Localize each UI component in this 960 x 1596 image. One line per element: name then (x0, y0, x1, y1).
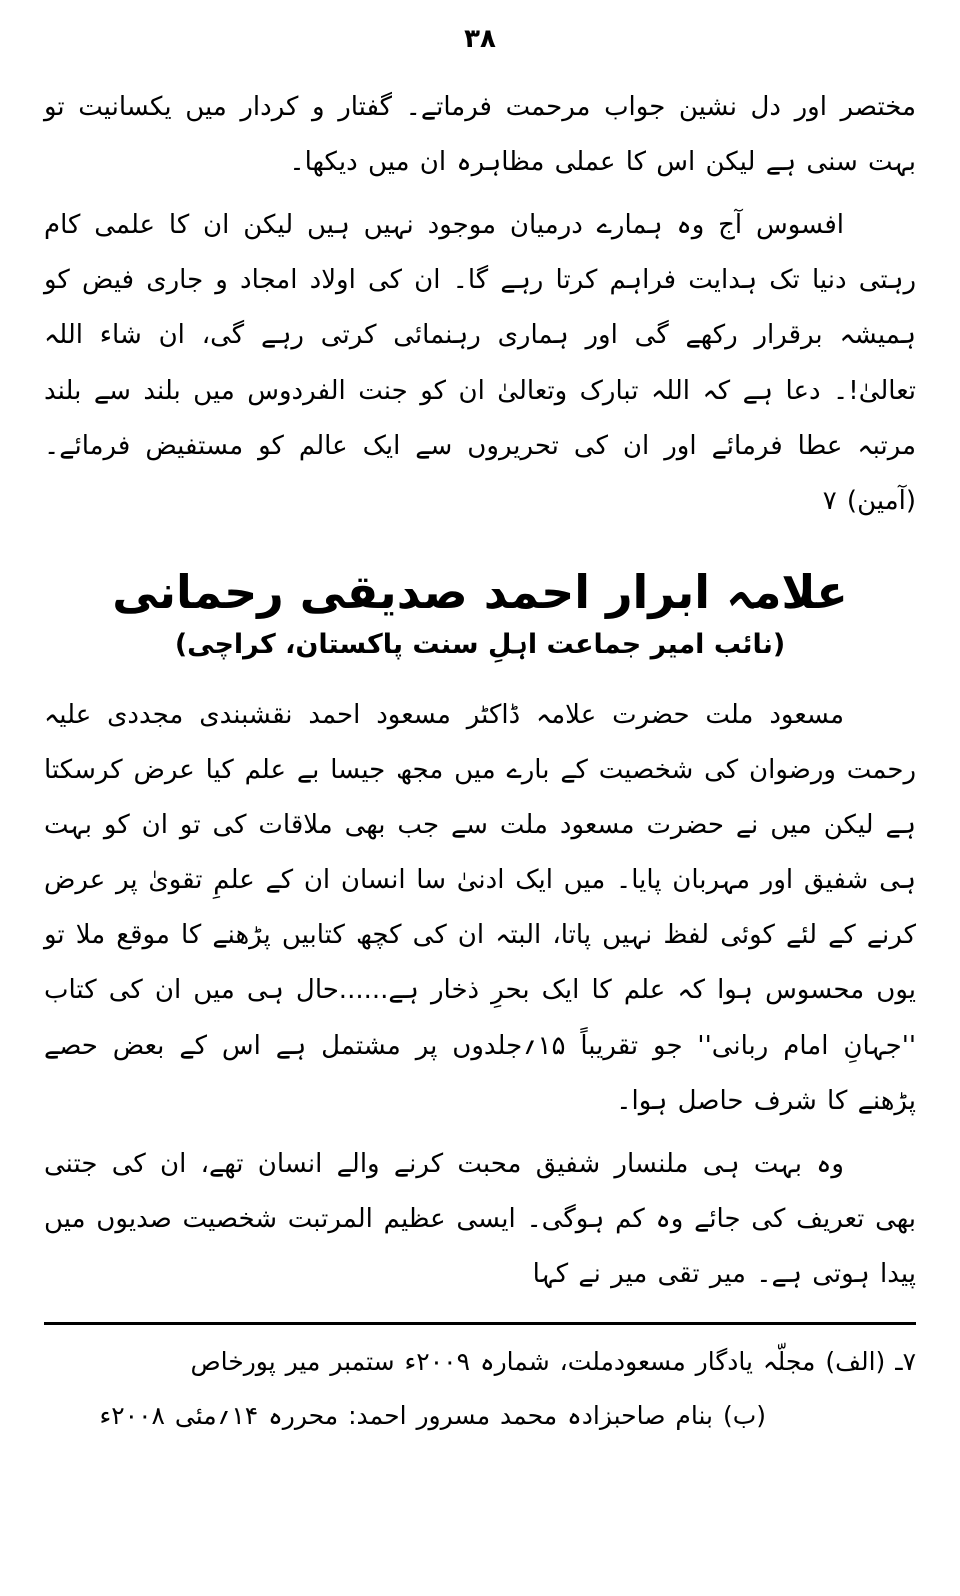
footnote-b: (ب) بنام صاحبزادہ محمد مسرور احمد: محررہ ۱۴؍مئی ۲۰۰۸ء (99, 1400, 766, 1430)
paragraph-2: افسوس آج وہ ہمارے درمیان موجود نہیں ہیں لیکن ان کا علمی کام رہتی دنیا تک ہدایت فراہم کرتا رہے گا۔ ان کی اولاد امجاد و جاری فیض کو ہمیشہ برقرار رکھے گی اور ہماری رہنمائی کرتی رہے گی، ان شاء اللہ تعالیٰ!۔ دعا ہے کہ اللہ تبارک وتعالیٰ ان کو جنت الفردوس میں بلند سے بلند مرتبہ عطا فرمائے اور ان کی تحریروں سے ایک عالم کو مستفیض فرمائے۔ (آمین) ۷ (44, 210, 916, 516)
section-subheading: (نائب امیر جماعت اہلِ سنت پاکستان، کراچی) (174, 628, 786, 660)
page-number: ٣٨ (464, 24, 496, 54)
footnote-a: ۷ـ (الف) مجلّہ یادگار مسعودملت، شمارہ ۲۰۰۹ء ستمبر میر پورخاص (190, 1347, 916, 1377)
footnotes-section (44, 1335, 916, 1443)
paragraph-3: مسعود ملت حضرت علامہ ڈاکٹر مسعود احمد نقشبندی مجددی علیہ رحمت ورضوان کی شخصیت کے بارے میں مجھ جیسا بے علم کیا عرض کرسکتا ہے لیکن میں نے حضرت مسعود ملت سے جب بھی ملاقات کی تو ان کو بہت ہی شفیق اور مہربان پایا۔ میں ایک ادنیٰ سا انسان ان کے علمِ تقویٰ پر عرض کرنے کے لئے کوئی لفظ نہیں پاتا، البتہ ان کی کچھ کتابیں پڑھنے کا موقع ملا تو یوں محسوس ہوا کہ علم کا ایک بحرِ ذخار ہے......حال ہی میں ان کی کتاب ''جہانِ امام ربانی'' جو تقریباً ۱۵؍جلدوں پر مشتمل ہے اس کے بعض حصے پڑھنے کا شرف حاصل ہوا۔ (44, 699, 916, 1116)
paragraph-1: مختصر اور دل نشین جواب مرحمت فرماتے۔ گفتار و کردار میں یکسانیت تو بہت سنی ہے لیکن اس کا عملی مظاہرہ ان میں دیکھا۔ (44, 92, 916, 178)
paragraph-4: وہ بہت ہی ملنسار شفیق محبت کرنے والے انسان تھے، ان کی جتنی بھی تعریف کی جائے وہ کم ہوگی۔ ایسی عظیم المرتبت شخصیت صدیوں میں پیدا ہوتی ہے۔ میر تقی میر نے کہا (44, 1148, 916, 1289)
section-heading: علامہ ابرار احمد صدیقی رحمانی (112, 564, 848, 619)
footnote-separator (44, 1322, 916, 1325)
